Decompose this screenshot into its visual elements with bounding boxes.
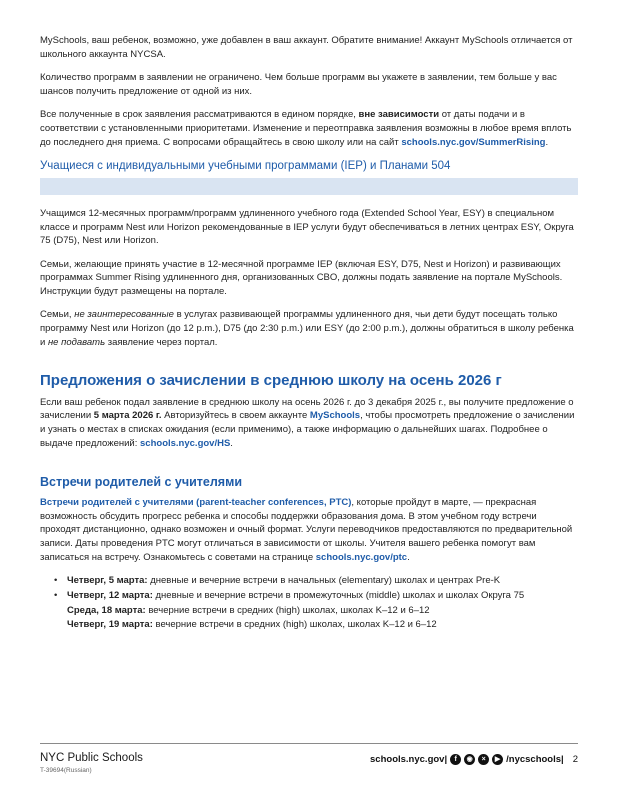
document-code: T-39694(Russian) [40,767,92,774]
paragraph [40,396,578,451]
inline-link[interactable]: schools.nyc.gov/SummerRising [401,136,546,148]
text-segment: не заинтересованные [74,309,174,321]
inline-link[interactable]: MySchools [309,410,361,422]
text-segment: , которые пройдут в марте, — прекрасная возможность обсудить прогресс ребенка и способы поддержки образования дома. В этом учебном году встречи проходят дистанционно, однако возможен и очный формат. Услуги переводчиков предоставляются по предварительной записи. Даты проведения PTC могут отличаться в зависимости от школы. Учителя вашего ребенка помогут вам записаться на встречу. Ознакомьтесь с советами на странице [40,496,573,563]
text-segment: Четверг, 12 марта: [67,589,153,601]
text-segment: Если ваш ребенок подал заявление в среднюю школу на осень 2026 г. до 3 декабря 2025 г., вы получите предложение о зачислении [40,396,574,422]
list-item-text [67,618,437,632]
paragraph [40,207,578,248]
text-segment: , чтобы просмотреть предложение о зачислении и узнать о местах в списках ожидания (если применимо), а также информацию о дальнейших шагах. Подробнее о выдаче предложений: [40,410,575,449]
bullet-marker: • [54,575,58,587]
ptc-bullet-list [54,574,578,632]
footer-right [370,752,578,765]
text-segment: MySchools, ваш ребенок, возможно, уже добавлен в ваш аккаунт. Обратите внимание! Аккаунт MySchools отличается от школьного аккаунта NYCSA. [40,35,573,60]
paragraph [40,108,578,149]
instagram-icon[interactable]: ◉ [464,754,475,765]
text-segment: дневные и вечерние встречи в промежуточных (middle) школах и школах Округа 75 [152,589,525,601]
text-segment: Среда, 18 марта: [67,604,146,616]
text-segment: не подавать [47,336,106,348]
list-item-text [67,589,524,603]
facebook-icon[interactable]: f [450,754,461,765]
list-item-text [67,604,430,618]
text-segment: Все полученные в срок заявления рассматриваются в едином порядке, [40,109,359,121]
page-number: 2 [572,754,578,765]
text-segment: вне зависимости [358,109,440,121]
text-segment: . [230,437,233,449]
paragraph [40,308,578,349]
text-segment: 5 марта 2026 г. [93,410,162,422]
inline-link[interactable]: schools.nyc.gov/HS [140,437,231,449]
org-name: NYC Public Schools [40,752,143,764]
footer-left [40,752,143,774]
list-item [54,618,578,632]
text-segment: Количество программ в заявлении не ограничено. Чем больше программ вы укажете в заявлении, тем больше у вас шансов получить предложение от одной из них. [40,72,557,97]
bullet-marker: • [54,589,58,601]
text-segment: вечерние встречи в средних (high) школах, школах K–12 и 6–12 [152,619,437,631]
inline-link[interactable]: Встречи родителей с учителями (parent-teacher conferences, PTC) [40,496,352,508]
paragraph [40,496,578,565]
list-item-text [67,574,500,588]
page-footer [40,743,578,774]
hs-offers-heading: Предложения о зачислении в среднюю школу на осень 2026 г [40,371,502,389]
text-segment: от даты подачи и в соответствии с установленными приоритетами. Изменение и переотправка заявления возможны в любое время вплоть до последнего дня приема. С вопросами обращайтесь в свою школу или на сайт [40,109,572,148]
inline-link[interactable]: schools.nyc.gov/ptc [315,551,408,563]
x-icon[interactable]: × [478,754,489,765]
text-segment: Авторизуйтесь в своем аккаунте [161,410,310,422]
text-segment: заявление через портал. [105,336,218,348]
list-item [54,589,578,603]
youtube-icon[interactable]: ▶ [492,754,503,765]
text-segment: Учащимся 12-месячных программ/программ удлиненного учебного года (Extended School Year, ESY) в специальном классе и программ Nest или Horizon рекомендованные в IEP услуги будут обеспечиваться в летних центрах ESY, Округа 75 (D75), Nest или Horizon. [40,207,574,247]
text-segment: Четверг, 19 марта: [67,619,153,631]
text-segment: Семьи, желающие принять участие в 12-месячной программе IEP (включая ESY, D75, Nest и Horizon) и развивающих программах Summer Rising удлиненного дня, организованных CBO, должны подать заявление на портале MySchools. Инструкции будут размещены на портале. [40,258,563,298]
text-segment: в услугах развивающей программы удлиненного дня, чьи дети будут посещать только программу Nest или Horizon (до 12 p.m.), D75 (до 2:30 p.m.) или ESY (до 2:00 p.m.), должны обратиться в школу ребенка и [40,309,574,348]
paragraph [40,258,578,299]
text-segment: Семьи, [40,309,75,321]
footer-divider [40,743,578,744]
text-segment: . [407,551,410,563]
footer-website-link[interactable]: schools.nyc.gov| [370,754,448,765]
text-segment: Четверг, 5 марта: [67,575,148,587]
social-handle[interactable]: /nycschools| [506,754,564,765]
text-segment: вечерние встречи в средних (high) школах, школах K–12 и 6–12 [145,604,430,616]
list-item [54,604,578,618]
list-item [54,574,578,588]
text-segment: . [545,136,549,148]
text-segment: дневные и вечерние встречи в начальных (elementary) школах и центрах Pre-K [147,575,501,587]
iep-section-heading: Учащиеся с индивидуальными учебными программами (IEP) и Планами 504 [40,159,451,172]
ptc-heading: Встречи родителей с учителями [40,474,243,489]
paragraph [40,34,578,62]
section-highlight-band [40,178,578,195]
paragraph [40,71,578,99]
